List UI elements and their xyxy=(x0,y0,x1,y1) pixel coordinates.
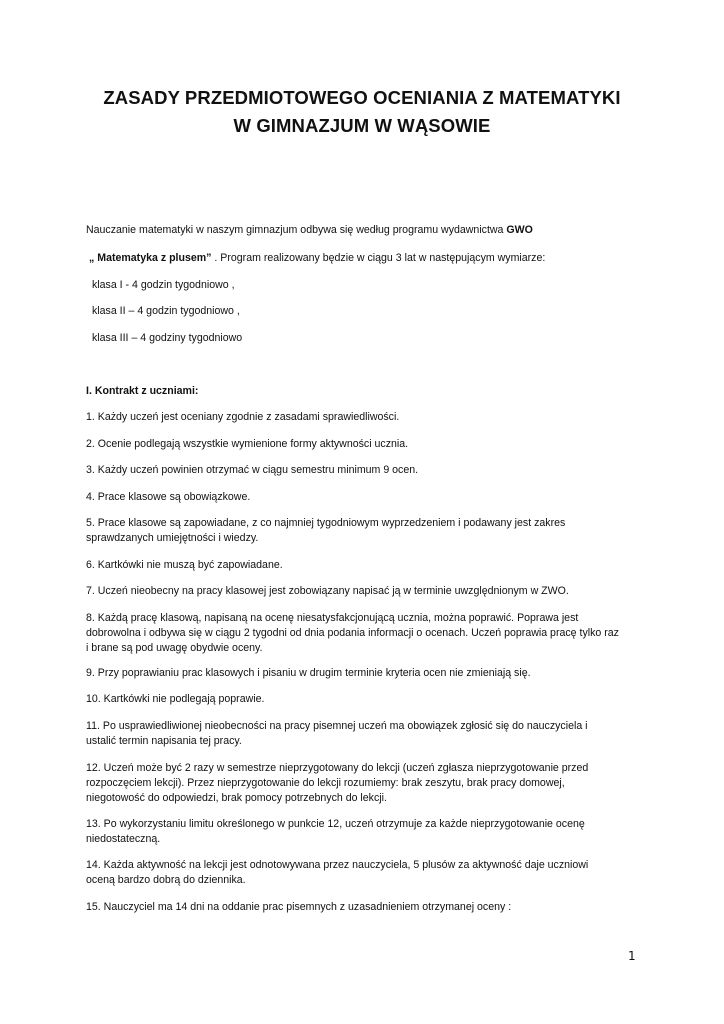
intro-text: Nauczanie matematyki w naszym gimnazjum odbywa się według programu wydawnictwa xyxy=(86,224,507,236)
rule-item-continuation: i brane są pod uwagę obydwie oceny. xyxy=(86,642,263,654)
class-hours-item: klasa I - 4 godzin tygodniowo , xyxy=(92,279,235,291)
class-hours-item: klasa III – 4 godziny tygodniowo xyxy=(92,332,243,344)
rule-item: 11. Po usprawiedliwionej nieobecności na pracy pisemnej uczeń ma obowiązek zgłosić się do nauczyciela i xyxy=(86,720,588,732)
rule-item: 1. Każdy uczeń jest oceniany zgodnie z zasadami sprawiedliwości. xyxy=(86,411,400,423)
class-hours-item: klasa II – 4 godzin tygodniowo , xyxy=(92,305,240,317)
rule-item: 3. Każdy uczeń powinien otrzymać w ciągu semestru minimum 9 ocen. xyxy=(86,464,419,476)
rule-item: 8. Każdą pracę klasową, napisaną na ocenę niesatysfakcjonującą ucznia, można poprawić. Poprawa jest xyxy=(86,612,579,624)
rule-item: 4. Prace klasowe są obowiązkowe. xyxy=(86,491,251,503)
rule-item: 6. Kartkówki nie muszą być zapowiadane. xyxy=(86,559,283,571)
rule-item: 14. Każda aktywność na lekcji jest odnotowywana przez nauczyciela, 5 plusów za aktywność daje uczniowi xyxy=(86,859,589,871)
rule-item: 15. Nauczyciel ma 14 dni na oddanie prac pisemnych z uzasadnieniem otrzymanej oceny : xyxy=(86,901,512,913)
rule-item-continuation: dobrowolna i odbywa się w ciągu 2 tygodni od dnia podania informacji o ocenach. Uczeń poprawia pracę tylko raz xyxy=(86,627,619,639)
rule-item-continuation: niedostateczną. xyxy=(86,833,161,845)
rule-item-continuation: rozpoczęciem lekcji). Przez nieprzygotowanie do lekcji rozumiemy: brak zeszytu, brak pracy domowej, xyxy=(86,777,565,789)
rule-item: 9. Przy poprawianiu prac klasowych i pisaniu w drugim terminie kryteria ocen nie zmieniają się. xyxy=(86,667,531,679)
publisher-name: GWO xyxy=(506,224,533,236)
rule-item-continuation: ustalić termin napisania tej pracy. xyxy=(86,735,242,747)
document-title-line-2: W GIMNAZJUM W WĄSOWIE xyxy=(233,115,491,136)
rule-item: 13. Po wykorzystaniu limitu określonego w punkcie 12, uczeń otrzymuje za każde nieprzygotowanie ocenę xyxy=(86,818,585,830)
rule-item: 7. Uczeń nieobecny na pracy klasowej jest zobowiązany napisać ją w terminie uwzględnionym w ZWO. xyxy=(86,585,569,597)
rule-item-continuation: sprawdzanych umiejętności i wiedzy. xyxy=(86,532,259,544)
intro-program-text: . Program realizowany będzie w ciągu 3 lat w następującym wymiarze: xyxy=(211,252,546,264)
rule-item-continuation: niegotowość do odpowiedzi, brak pomocy potrzebnych do lekcji. xyxy=(86,792,387,804)
document-title-line-1: ZASADY PRZEDMIOTOWEGO OCENIANIA Z MATEMATYKI xyxy=(103,87,621,108)
rule-item: 2. Ocenie podlegają wszystkie wymienione formy aktywności ucznia. xyxy=(86,438,409,450)
rule-item-continuation: oceną bardzo dobrą do dziennika. xyxy=(86,874,246,886)
rule-item: 5. Prace klasowe są zapowiadane, z co najmniej tygodniowym wyprzedzeniem i podawany jest zakres xyxy=(86,517,566,529)
program-name: „ Matematyka z plusem” xyxy=(89,252,212,264)
intro-paragraph-line-1 xyxy=(86,223,656,239)
rule-item: 12. Uczeń może być 2 razy w semestrze nieprzygotowany do lekcji (uczeń zgłasza nieprzygotowanie przed xyxy=(86,762,589,774)
page-number: 1 xyxy=(628,949,636,963)
intro-paragraph-line-2 xyxy=(89,251,659,267)
section-heading: I. Kontrakt z uczniami: xyxy=(86,385,199,397)
rule-item: 10. Kartkówki nie podlegają poprawie. xyxy=(86,693,265,705)
